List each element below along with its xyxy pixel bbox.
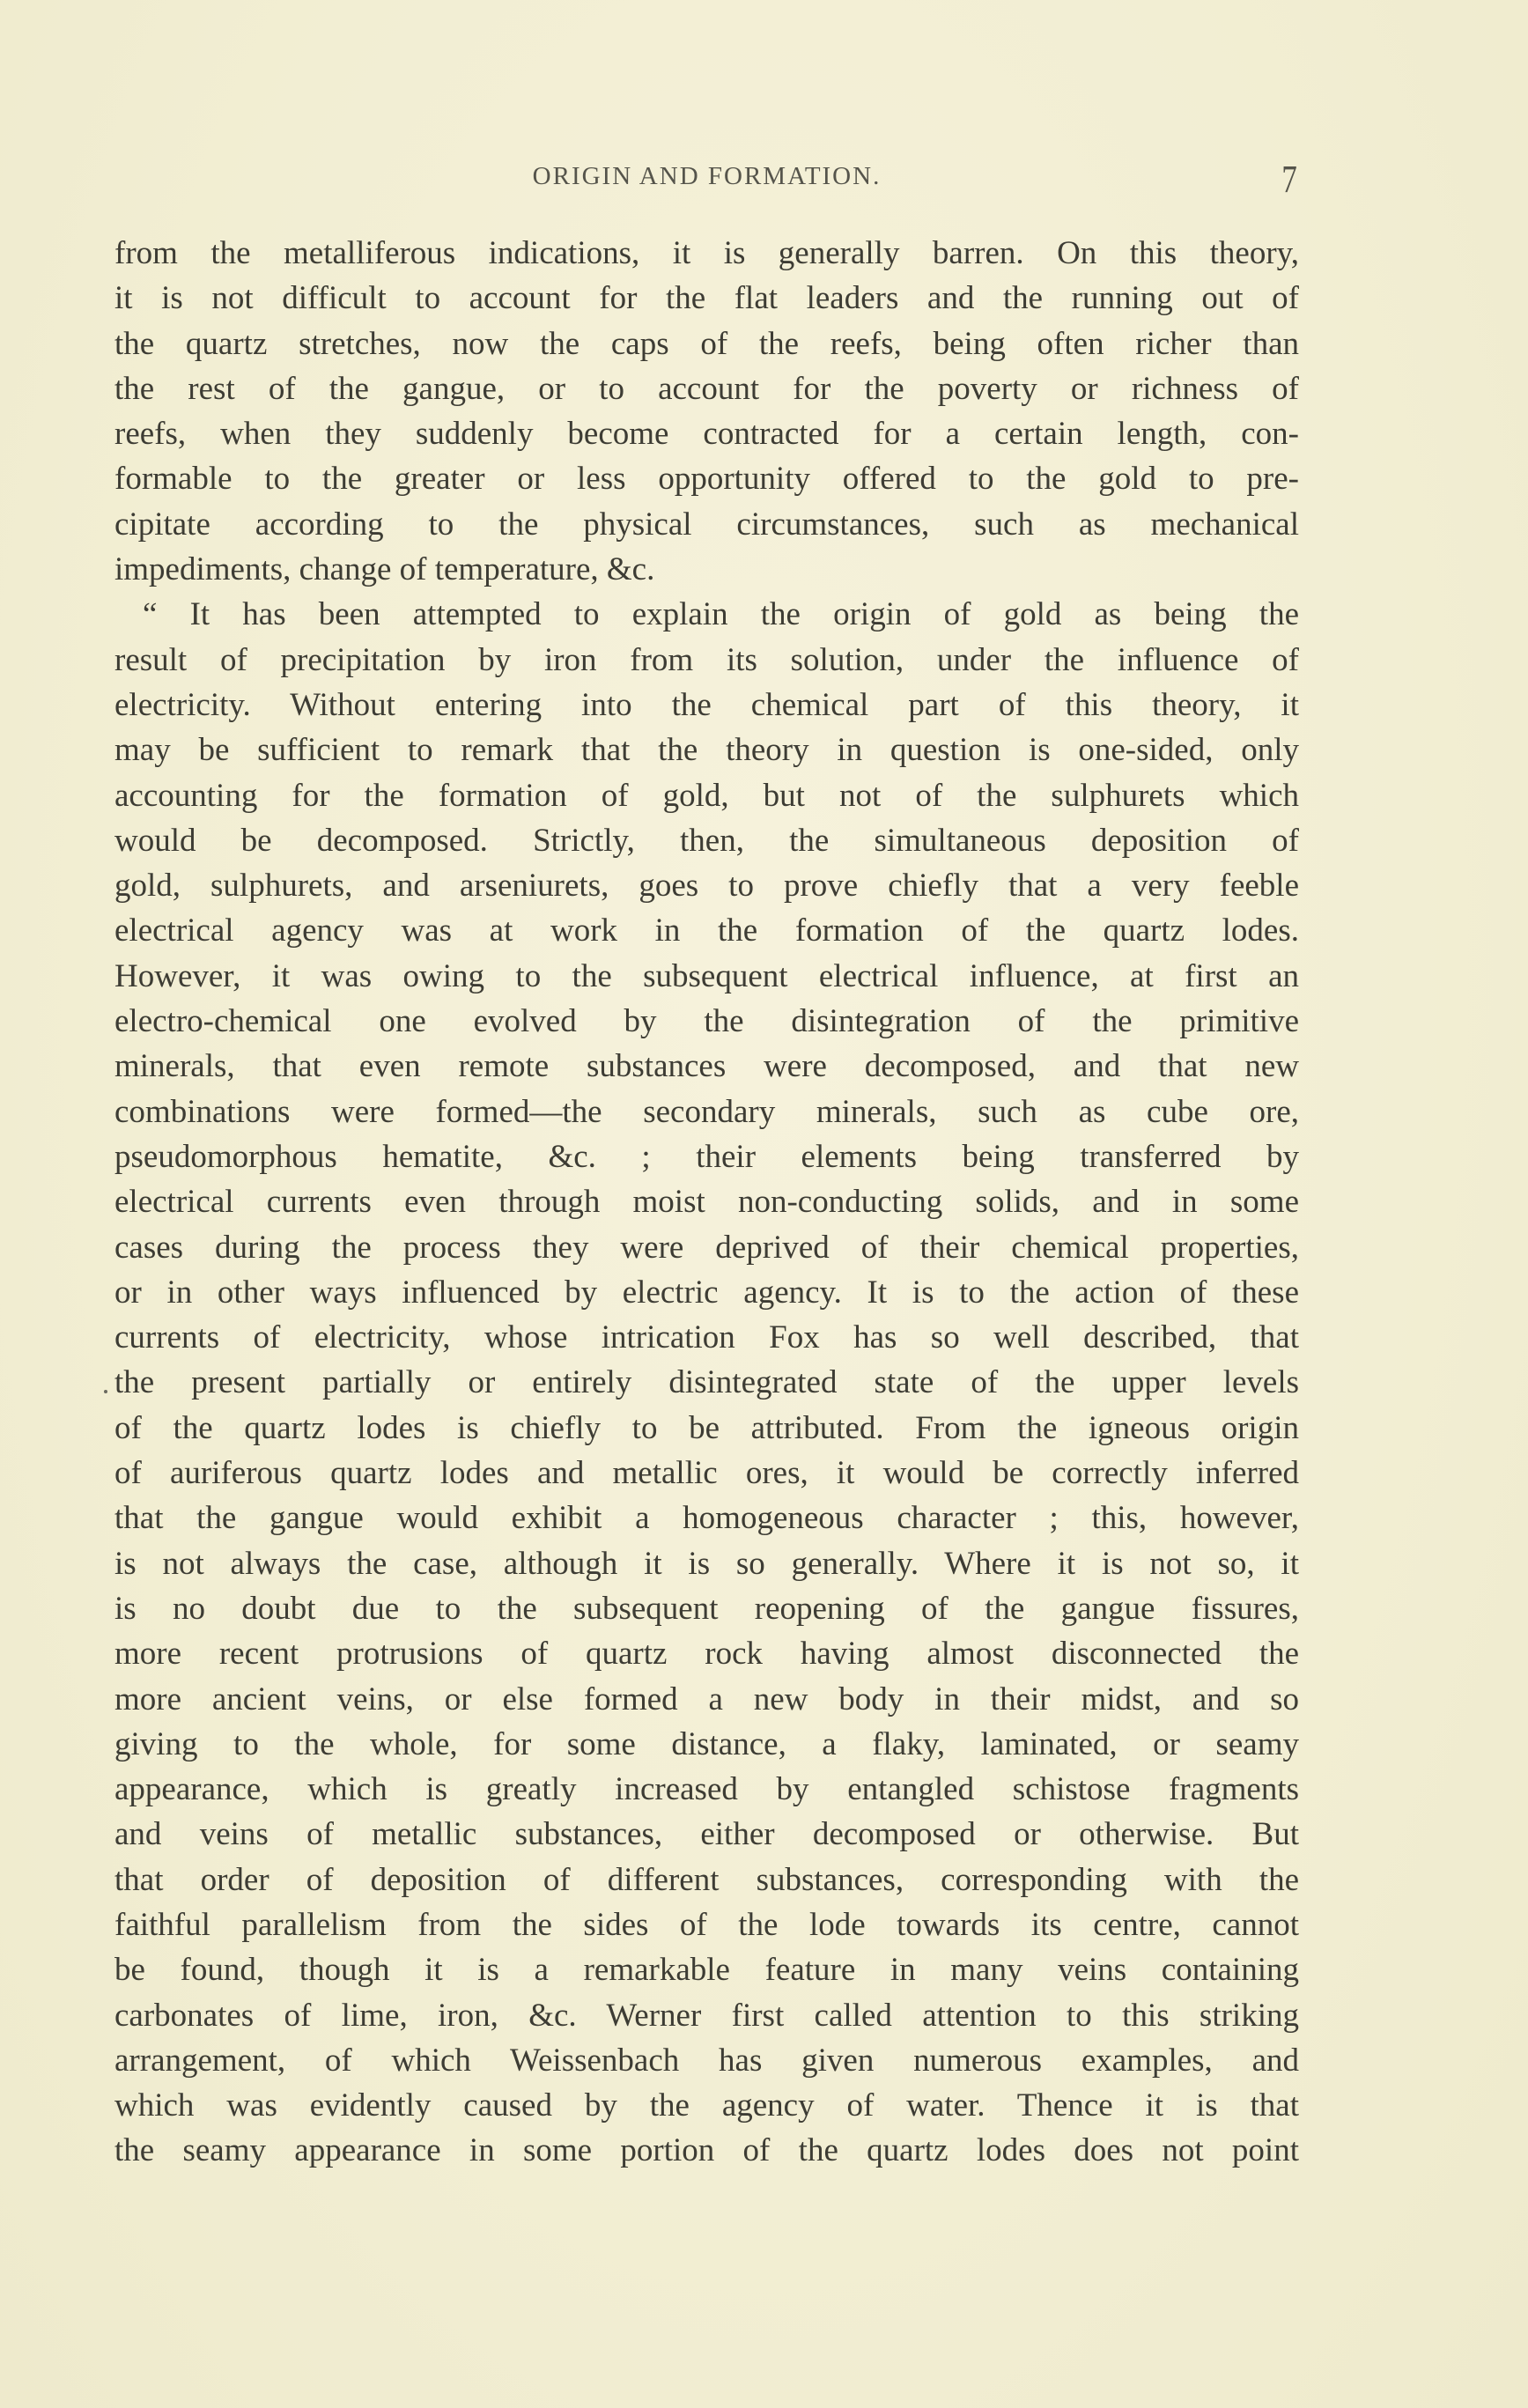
- text-line: of the quartz lodes is chiefly to be attributed. From the igneous origin: [114, 1409, 1299, 1446]
- text-line: the seamy appearance in some portion of the quartz lodes does not point: [114, 2132, 1299, 2169]
- text-line: carbonates of lime, iron, &c. Werner first called attention to this striking: [114, 1997, 1299, 2034]
- text-line: currents of electricity, whose intrication Fox has so well described, that: [114, 1319, 1299, 1356]
- body-text: [114, 231, 1299, 2174]
- text-line: faithful parallelism from the sides of the lode towards its centre, cannot: [114, 1906, 1299, 1943]
- text-line: the rest of the gangue, or to account for the poverty or richness of: [114, 370, 1299, 407]
- text-line: which was evidently caused by the agency of water. Thence it is that: [114, 2087, 1299, 2124]
- running-title: ORIGIN AND FORMATION.: [532, 162, 882, 190]
- text-line: cases during the process they were deprived of their chemical properties,: [114, 1229, 1299, 1266]
- paragraph-start-line: “ It has been attempted to explain the origin of gold as being the: [143, 596, 1299, 633]
- text-line: combinations were formed—the secondary minerals, such as cube ore,: [114, 1093, 1299, 1130]
- text-line: that order of deposition of different substances, corresponding with the: [114, 1861, 1299, 1898]
- text-line: and veins of metallic substances, either decomposed or otherwise. But: [114, 1816, 1299, 1853]
- text-line: is not always the case, although it is so generally. Where it is not so, it: [114, 1545, 1299, 1582]
- text-line: is no doubt due to the subsequent reopening of the gangue fissures,: [114, 1590, 1299, 1627]
- text-line: cipitate according to the physical circumstances, such as mechanical: [114, 506, 1299, 543]
- running-head: [114, 157, 1299, 201]
- text-line: may be sufficient to remark that the theory in question is one-sided, only: [114, 732, 1299, 769]
- text-line: formable to the greater or less opportunity offered to the gold to pre-: [114, 461, 1299, 498]
- text-line: from the metalliferous indications, it is generally barren. On this theory,: [114, 235, 1299, 271]
- text-line: accounting for the formation of gold, but not of the sulphurets which: [114, 777, 1299, 814]
- text-line: electricity. Without entering into the chemical part of this theory, it: [114, 686, 1299, 723]
- paper-speck: [104, 1390, 107, 1393]
- text-line: be found, though it is a remarkable feature in many veins containing: [114, 1952, 1299, 1989]
- text-line: appearance, which is greatly increased by entangled schistose fragments: [114, 1771, 1299, 1808]
- text-line: electrical agency was at work in the formation of the quartz lodes.: [114, 912, 1299, 949]
- text-line: more ancient veins, or else formed a new body in their midst, and so: [114, 1680, 1299, 1717]
- text-line: arrangement, of which Weissenbach has given numerous examples, and: [114, 2042, 1299, 2079]
- text-line: However, it was owing to the subsequent electrical influence, at first an: [114, 957, 1299, 994]
- text-line: electrical currents even through moist non-conducting solids, and in some: [114, 1184, 1299, 1221]
- text-line: result of precipitation by iron from its solution, under the influence of: [114, 641, 1299, 678]
- text-line: impediments, change of temperature, &c.: [114, 551, 655, 588]
- text-line: that the gangue would exhibit a homogeneous character ; this, however,: [114, 1500, 1299, 1537]
- text-line: more recent protrusions of quartz rock having almost disconnected the: [114, 1636, 1299, 1673]
- text-line: giving to the whole, for some distance, a flaky, laminated, or seamy: [114, 1725, 1299, 1762]
- page-number: 7: [1281, 158, 1297, 201]
- text-line: minerals, that even remote substances were decomposed, and that new: [114, 1048, 1299, 1085]
- text-line: pseudomorphous hematite, &c. ; their elements being transferred by: [114, 1138, 1299, 1175]
- text-line: gold, sulphurets, and arseniurets, goes to prove chiefly that a very feeble: [114, 868, 1299, 905]
- text-line: of auriferous quartz lodes and metallic ores, it would be correctly inferred: [114, 1455, 1299, 1492]
- text-line: reefs, when they suddenly become contracted for a certain length, con-: [114, 416, 1299, 453]
- text-line: it is not difficult to account for the flat leaders and the running out of: [114, 280, 1299, 317]
- text-line: would be decomposed. Strictly, then, the simultaneous deposition of: [114, 822, 1299, 859]
- text-line: electro-chemical one evolved by the disintegration of the primitive: [114, 1003, 1299, 1040]
- text-line: the present partially or entirely disintegrated state of the upper levels: [114, 1364, 1299, 1401]
- text-line: the quartz stretches, now the caps of the reefs, being often richer than: [114, 325, 1299, 362]
- text-line: or in other ways influenced by electric agency. It is to the action of these: [114, 1274, 1299, 1311]
